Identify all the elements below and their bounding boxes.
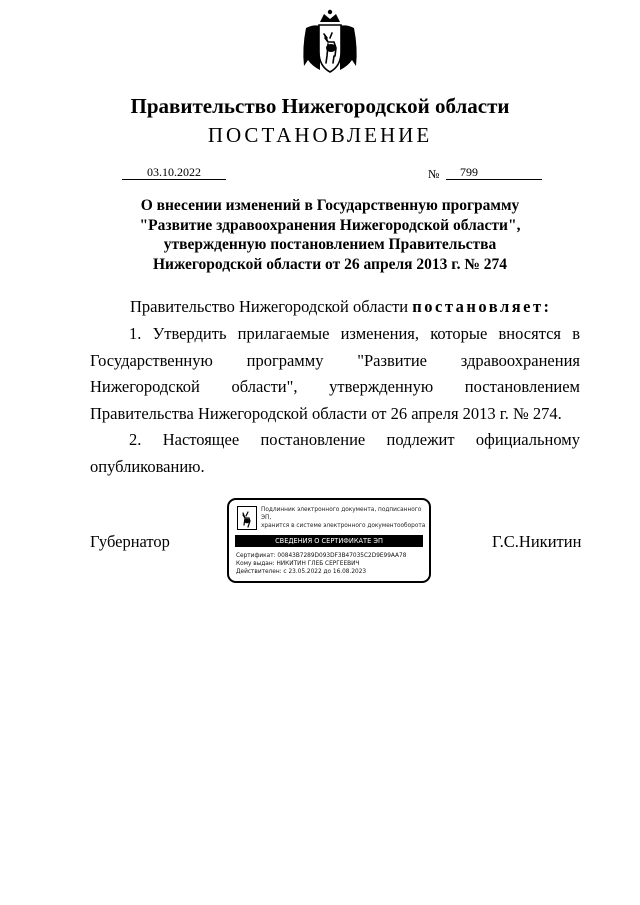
- stamp-header: СВЕДЕНИЯ О СЕРТИФИКАТЕ ЭП: [235, 535, 423, 547]
- document-subject: [60, 196, 600, 274]
- subject-line: утвержденную постановлением Правительства: [163, 236, 497, 253]
- paragraph-1: 1. Утвердить прилагаемые изменения, которые вносятся в Государственную программу "Развитие здравоохранения Нижегородской области", утвержденную постановлением Правительства Нижегородской области от 26 апреля 2013 г. № 274.: [90, 324, 580, 423]
- coat-of-arms-icon: [300, 8, 360, 78]
- valid-label: Действителен:: [236, 569, 282, 575]
- certificate-value: 00843B7289D093DF3B47035C2D9E99AA78: [277, 553, 407, 559]
- digital-signature-stamp: [227, 498, 431, 583]
- signatory-role: Губернатор: [90, 532, 170, 551]
- signatory-name: Г.С.Никитин: [492, 532, 582, 551]
- document-date: 03.10.2022: [122, 165, 226, 180]
- subject-line: Нижегородской области от 26 апреля 2013 г. № 274: [152, 255, 508, 273]
- subject-line: О внесении изменений в Государственную программу: [140, 197, 520, 214]
- document-number: 799: [446, 165, 542, 180]
- intro-paragraph: [130, 297, 552, 317]
- intro-prefix: Правительство Нижегородской области: [130, 297, 413, 316]
- stamp-certificate-row: [236, 552, 406, 560]
- owner-label: Кому выдан:: [236, 561, 275, 567]
- deer-emblem-icon: [237, 506, 257, 530]
- valid-value: с 23.05.2022 до 16.08.2023: [283, 569, 367, 575]
- paragraph-2: 2. Настоящее постановление подлежит официальному опубликованию.: [90, 430, 580, 476]
- resolves-word: постановляет:: [412, 297, 552, 316]
- stamp-owner-row: [236, 560, 359, 568]
- stamp-caption: [261, 506, 429, 530]
- government-title: Правительство Нижегородской области: [130, 94, 510, 118]
- owner-value: НИКИТИН ГЛЕБ СЕРГЕЕВИЧ: [276, 561, 360, 567]
- number-sign: №: [428, 167, 440, 181]
- document-type: ПОСТАНОВЛЕНИЕ: [207, 123, 433, 147]
- stamp-caption-line: хранится в системе электронного документооборота: [261, 523, 426, 529]
- stamp-caption-line: Подлинник электронного документа, подписанного ЭП,: [261, 507, 422, 521]
- certificate-label: Сертификат:: [236, 553, 276, 559]
- subject-line: "Развитие здравоохранения Нижегородской области",: [139, 216, 521, 234]
- stamp-validity-row: [236, 568, 366, 576]
